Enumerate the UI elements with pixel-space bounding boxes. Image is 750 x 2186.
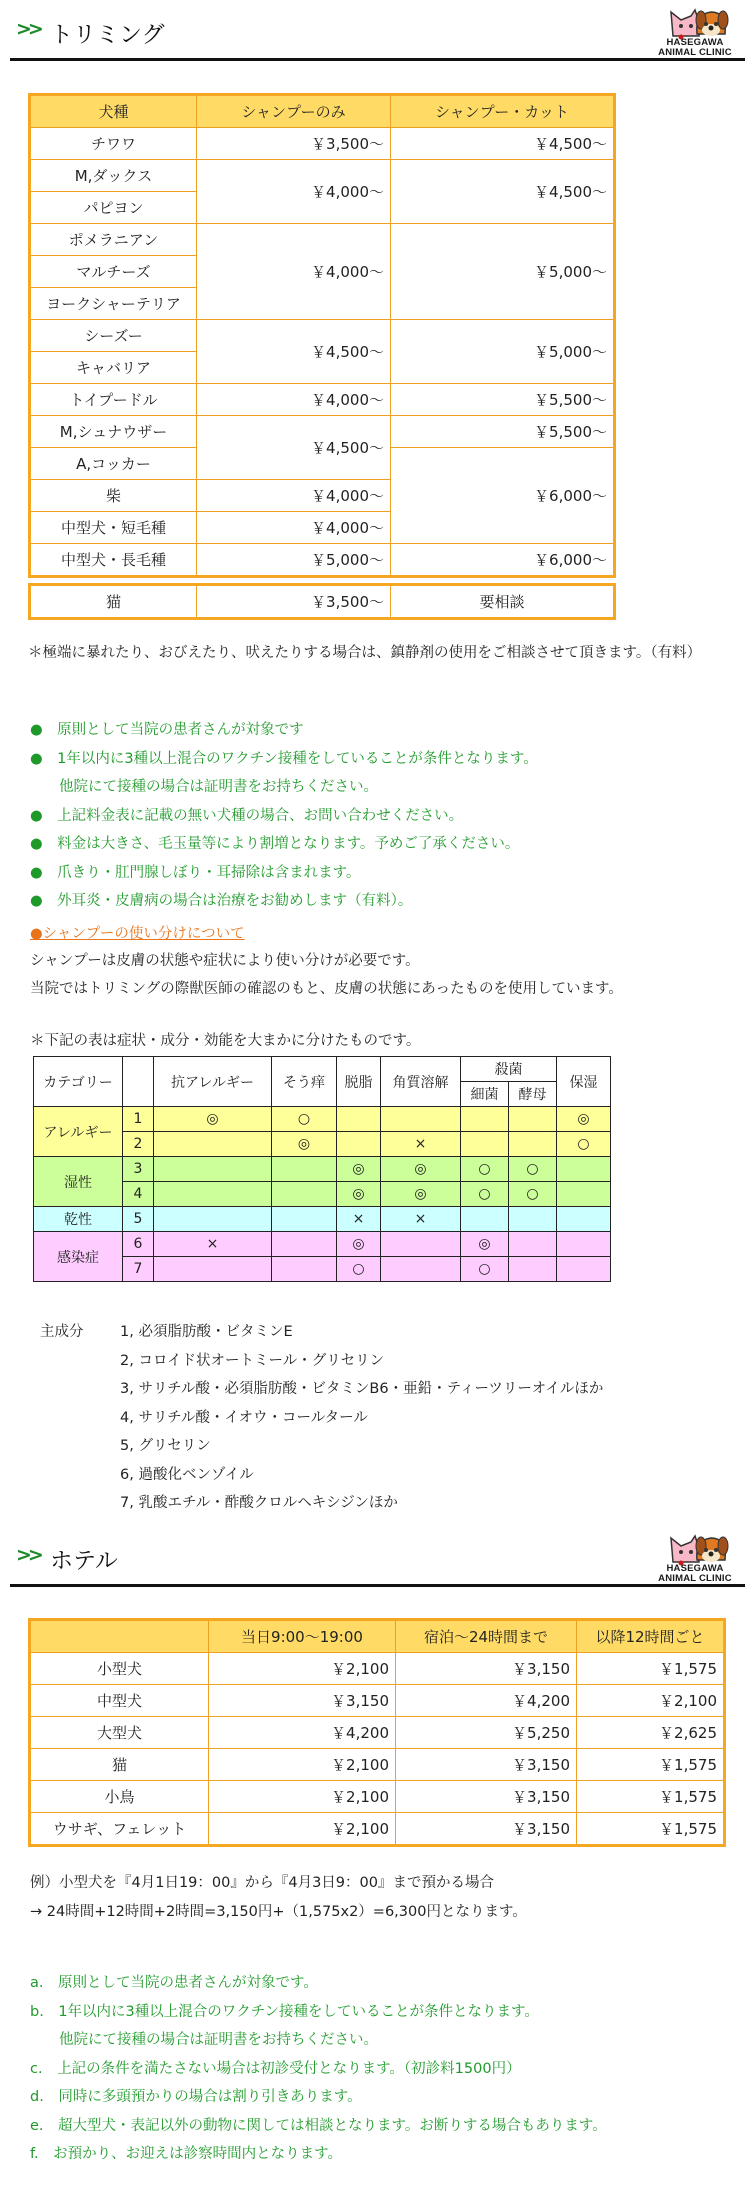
list-item: a. 原則として当院の患者さんが対象です。 (30, 1975, 318, 1991)
brand-line2: ANIMAL CLINIC (658, 1573, 732, 1584)
head-moist: 保湿 (557, 1057, 611, 1107)
mark-cell: ○ (461, 1157, 509, 1182)
list-item: 7, 乳酸エチル・酢酸クロルヘキシジンほか (120, 1495, 398, 1511)
trimming-section-header (10, 6, 745, 61)
mark-cell: ○ (461, 1182, 509, 1207)
mark-cell (461, 1207, 509, 1232)
animal-cell: 中型犬 (31, 1685, 209, 1717)
breed-cell: キャバリア (31, 352, 197, 384)
row-number: 7 (123, 1257, 154, 1282)
desc-line: シャンプーは皮膚の状態や症状により使い分けが必要です。 (30, 953, 420, 969)
list-item: 5, グリセリン (120, 1438, 211, 1454)
breed-cell: トイプードル (31, 384, 197, 416)
table-row (31, 1685, 724, 1717)
mark-cell (381, 1232, 461, 1257)
category-infection: 感染症 (34, 1232, 123, 1282)
price-cell: ￥6,000～ (391, 448, 614, 544)
hotel-title: ホテル (50, 1548, 118, 1574)
table-row (31, 1749, 724, 1781)
shampoo-classification-table (33, 1056, 611, 1282)
mark-cell (337, 1107, 381, 1132)
mark-cell: × (381, 1207, 461, 1232)
mark-cell: ◎ (337, 1157, 381, 1182)
table-note: ＊下記の表は症状・成分・効能を大まかに分けたものです。 (30, 1033, 421, 1049)
table-row (34, 1207, 611, 1232)
price-cell: ￥2,100 (209, 1653, 396, 1685)
category-dry: 乾性 (34, 1207, 123, 1232)
list-item: ● 上記料金表に記載の無い犬種の場合、お問い合わせください。 (30, 807, 464, 824)
price-cell: ￥2,100 (209, 1813, 396, 1845)
mark-cell: × (337, 1207, 381, 1232)
price-cell: ￥2,100 (209, 1781, 396, 1813)
clinic-logo (645, 1532, 745, 1584)
head-category: カテゴリー (34, 1057, 123, 1107)
desc-line: 当院ではトリミングの際獣医師の確認のもと、皮膚の状態にあったものを使用しています。 (30, 981, 623, 997)
table-row (31, 128, 614, 160)
clinic-logo (645, 6, 745, 58)
hotel-price-table (30, 1620, 724, 1845)
table-row (34, 1107, 611, 1132)
list-item: ● 原則として当院の患者さんが対象です (30, 722, 304, 738)
trimming-conditions (30, 716, 730, 916)
col-animal (31, 1621, 209, 1653)
col-12h: 以降12時間ごと (577, 1621, 724, 1653)
price-cell: ￥6,000～ (391, 544, 614, 576)
brand-line1: HASEGAWA (666, 37, 724, 48)
table-row (31, 1781, 724, 1813)
cat-dog-logo-icon (645, 6, 745, 40)
table-row (34, 1157, 611, 1182)
table-row (31, 384, 614, 416)
price-cell: ￥1,575 (577, 1781, 724, 1813)
mark-cell (381, 1107, 461, 1132)
mark-cell (557, 1257, 611, 1282)
table-row (31, 160, 614, 192)
list-item: 4, サリチル酸・イオウ・コールタール (120, 1409, 368, 1426)
mark-cell (154, 1257, 272, 1282)
price-cell: ￥5,500～ (391, 416, 614, 448)
head-bacteria: 細菌 (461, 1082, 509, 1107)
price-cell: ￥3,500～ (197, 586, 391, 618)
mark-cell (154, 1207, 272, 1232)
row-number: 6 (123, 1232, 154, 1257)
price-cell: ￥5,000～ (391, 224, 614, 320)
mark-cell (154, 1132, 272, 1157)
price-cell: ￥5,000～ (197, 544, 391, 576)
mark-cell (509, 1257, 557, 1282)
mark-cell: ◎ (272, 1132, 337, 1157)
col-day: 当日9:00～19:00 (209, 1621, 396, 1653)
mark-cell (272, 1257, 337, 1282)
breed-cell: 猫 (31, 586, 197, 618)
animal-cell: 猫 (31, 1749, 209, 1781)
price-cell: ￥4,000～ (197, 224, 391, 320)
breed-cell: シーズー (31, 320, 197, 352)
price-cell: ￥3,150 (396, 1781, 577, 1813)
mark-cell (557, 1232, 611, 1257)
mark-cell (509, 1132, 557, 1157)
row-number: 1 (123, 1107, 154, 1132)
list-item: 3, サリチル酸・必須脂肪酸・ビタミンB6・亜鉛・ティーツリーオイルほか (120, 1381, 604, 1397)
sedative-note: ＊極端に暴れたり、おびえたり、吠えたりする場合は、鎮静剤の使用をご相談させて頂きます。（有料） (28, 645, 702, 661)
mark-cell (154, 1182, 272, 1207)
breed-cell: 中型犬・短毛種 (31, 512, 197, 544)
trimming-title: トリミング (50, 22, 165, 48)
table-row (31, 1813, 724, 1845)
category-wet: 湿性 (34, 1157, 123, 1207)
breed-cell: 中型犬・長毛種 (31, 544, 197, 576)
example-line: → 24時間+12時間+2時間=3,150円+（1,575x2）=6,300円となります。 (30, 1904, 527, 1920)
list-item: e. 超大型犬・表記以外の動物に関しては相談となります。お断りする場合もあります。 (30, 2117, 607, 2134)
list-item: 2, コロイド状オートミール・グリセリン (120, 1352, 385, 1369)
list-item: d. 同時に多頭預かりの場合は割り引きあります。 (30, 2089, 362, 2105)
double-chevron-icon: >> (16, 1544, 40, 1566)
table-row (31, 1653, 724, 1685)
price-cell: ￥1,575 (577, 1749, 724, 1781)
mark-cell: ◎ (154, 1107, 272, 1132)
list-item: ● 1年以内に3種以上混合のワクチン接種をしていることが条件となります。 (30, 750, 538, 767)
head-keratolytic: 角質溶解 (381, 1057, 461, 1107)
head-degrease: 脱脂 (337, 1057, 381, 1107)
head-yeast: 酵母 (509, 1082, 557, 1107)
row-number: 3 (123, 1157, 154, 1182)
animal-cell: ウサギ、フェレット (31, 1813, 209, 1845)
price-cell: ￥2,100 (577, 1685, 724, 1717)
col-breed: 犬種 (31, 96, 197, 128)
breed-cell: M,ダックス (31, 160, 197, 192)
mark-cell (337, 1132, 381, 1157)
animal-cell: 小型犬 (31, 1653, 209, 1685)
list-item: b. 1年以内に3種以上混合のワクチン接種をしていることが条件となります。 (30, 2003, 539, 2020)
price-cell: ￥4,000～ (197, 160, 391, 224)
list-item: f. お預かり、お迎えは診察時間内となります。 (30, 2146, 342, 2162)
mark-cell (461, 1132, 509, 1157)
mark-cell: ○ (557, 1132, 611, 1157)
mark-cell (272, 1232, 337, 1257)
mark-cell (272, 1182, 337, 1207)
price-cell: ￥4,500～ (197, 320, 391, 384)
price-cell: ￥4,000～ (197, 384, 391, 416)
head-sterilize: 殺菌 (461, 1057, 557, 1082)
list-item: ● 外耳炎・皮膚病の場合は治療をお勧めします（有料）。 (30, 893, 413, 909)
head-anti-allergy: 抗アレルギー (154, 1057, 272, 1107)
col-shampoo-cut: シャンプー・カット (391, 96, 614, 128)
trimming-cat-table (30, 585, 614, 618)
list-item: ● 料金は大きさ、毛玉量等により割増となります。予めご了承ください。 (30, 836, 520, 852)
price-cell: ￥3,500～ (197, 128, 391, 160)
breed-cell: マルチーズ (31, 256, 197, 288)
table-row (31, 416, 614, 448)
price-cell: ￥4,200 (396, 1685, 577, 1717)
mark-cell: ○ (461, 1257, 509, 1282)
shampoo-description (30, 947, 623, 1003)
animal-cell: 大型犬 (31, 1717, 209, 1749)
breed-cell: M,シュナウザー (31, 416, 197, 448)
breed-cell: ポメラニアン (31, 224, 197, 256)
mark-cell (557, 1157, 611, 1182)
hotel-conditions (30, 1969, 730, 2169)
price-cell: ￥4,500～ (391, 128, 614, 160)
hotel-section-header (10, 1532, 745, 1587)
shampoo-usage-link[interactable]: ●シャンプーの使い分けについて (30, 926, 245, 942)
mark-cell: ○ (509, 1182, 557, 1207)
table-row (34, 1232, 611, 1257)
table-header-row (31, 96, 614, 128)
col-24h: 宿泊～24時間まで (396, 1621, 577, 1653)
price-cell: ￥5,000～ (391, 320, 614, 384)
hotel-example (30, 1869, 527, 1927)
price-cell: ￥4,500～ (197, 416, 391, 480)
table-row (31, 544, 614, 576)
list-item: 他院にて接種の場合は証明書をお持ちください。 (30, 779, 378, 795)
table-header-row (31, 1621, 724, 1653)
price-cell: 要相談 (391, 586, 614, 618)
price-cell: ￥2,625 (577, 1717, 724, 1749)
price-cell: ￥2,100 (209, 1749, 396, 1781)
double-chevron-icon: >> (16, 18, 40, 40)
breed-cell: パピヨン (31, 192, 197, 224)
mark-cell (272, 1207, 337, 1232)
mark-cell (461, 1107, 509, 1132)
price-cell: ￥1,575 (577, 1813, 724, 1845)
mark-cell: × (154, 1232, 272, 1257)
mark-cell: ◎ (557, 1107, 611, 1132)
price-cell: ￥5,500～ (391, 384, 614, 416)
price-cell: ￥4,200 (209, 1717, 396, 1749)
price-cell: ￥4,000～ (197, 512, 391, 544)
mark-cell (557, 1182, 611, 1207)
list-item: 6, 過酸化ベンゾイル (120, 1466, 254, 1483)
mark-cell: ◎ (461, 1232, 509, 1257)
mark-cell: ◎ (381, 1157, 461, 1182)
mark-cell: ○ (509, 1157, 557, 1182)
price-cell: ￥4,000～ (197, 480, 391, 512)
list-item: ● 爪きり・肛門腺しぼり・耳掃除は含まれます。 (30, 864, 361, 881)
price-cell: ￥1,575 (577, 1653, 724, 1685)
ingredients-label: 主成分 (40, 1324, 84, 1340)
row-number: 4 (123, 1182, 154, 1207)
animal-cell: 小鳥 (31, 1781, 209, 1813)
price-cell: ￥5,250 (396, 1717, 577, 1749)
breed-cell: 柴 (31, 480, 197, 512)
price-cell: ￥3,150 (209, 1685, 396, 1717)
breed-cell: ヨークシャーテリア (31, 288, 197, 320)
cat-dog-logo-icon (645, 1532, 745, 1566)
brand-line1: HASEGAWA (666, 1563, 724, 1574)
col-shampoo: シャンプーのみ (197, 96, 391, 128)
mark-cell (509, 1232, 557, 1257)
head-itch: そう痒 (272, 1057, 337, 1107)
table-row (31, 320, 614, 352)
list-item: c. 上記の条件を満たさない場合は初診受付となります。（初診料1500円） (30, 2060, 521, 2077)
row-number: 5 (123, 1207, 154, 1232)
mark-cell: ◎ (337, 1182, 381, 1207)
mark-cell: ○ (272, 1107, 337, 1132)
table-row (31, 224, 614, 256)
mark-cell (509, 1107, 557, 1132)
trimming-price-table (30, 95, 614, 576)
category-allergy: アレルギー (34, 1107, 123, 1157)
price-cell: ￥4,500～ (391, 160, 614, 224)
mark-cell: ◎ (381, 1182, 461, 1207)
breed-cell: A,コッカー (31, 448, 197, 480)
mark-cell (509, 1207, 557, 1232)
table-row (31, 586, 614, 618)
brand-line2: ANIMAL CLINIC (658, 47, 732, 58)
mark-cell (272, 1157, 337, 1182)
example-line: 例）小型犬を『4月1日19：00』から『4月3日9：00』まで預かる場合 (30, 1875, 494, 1891)
list-item: 他院にて接種の場合は証明書をお持ちください。 (30, 2032, 378, 2048)
breed-cell: チワワ (31, 128, 197, 160)
price-cell: ￥3,150 (396, 1749, 577, 1781)
mark-cell (381, 1257, 461, 1282)
row-number: 2 (123, 1132, 154, 1157)
mark-cell: ○ (337, 1257, 381, 1282)
mark-cell (154, 1157, 272, 1182)
mark-cell: × (381, 1132, 461, 1157)
list-item: 1, 必須脂肪酸・ビタミンE (120, 1324, 293, 1340)
mark-cell: ◎ (337, 1232, 381, 1257)
mark-cell (557, 1207, 611, 1232)
price-cell: ￥3,150 (396, 1813, 577, 1845)
table-row (31, 1717, 724, 1749)
price-cell: ￥3,150 (396, 1653, 577, 1685)
